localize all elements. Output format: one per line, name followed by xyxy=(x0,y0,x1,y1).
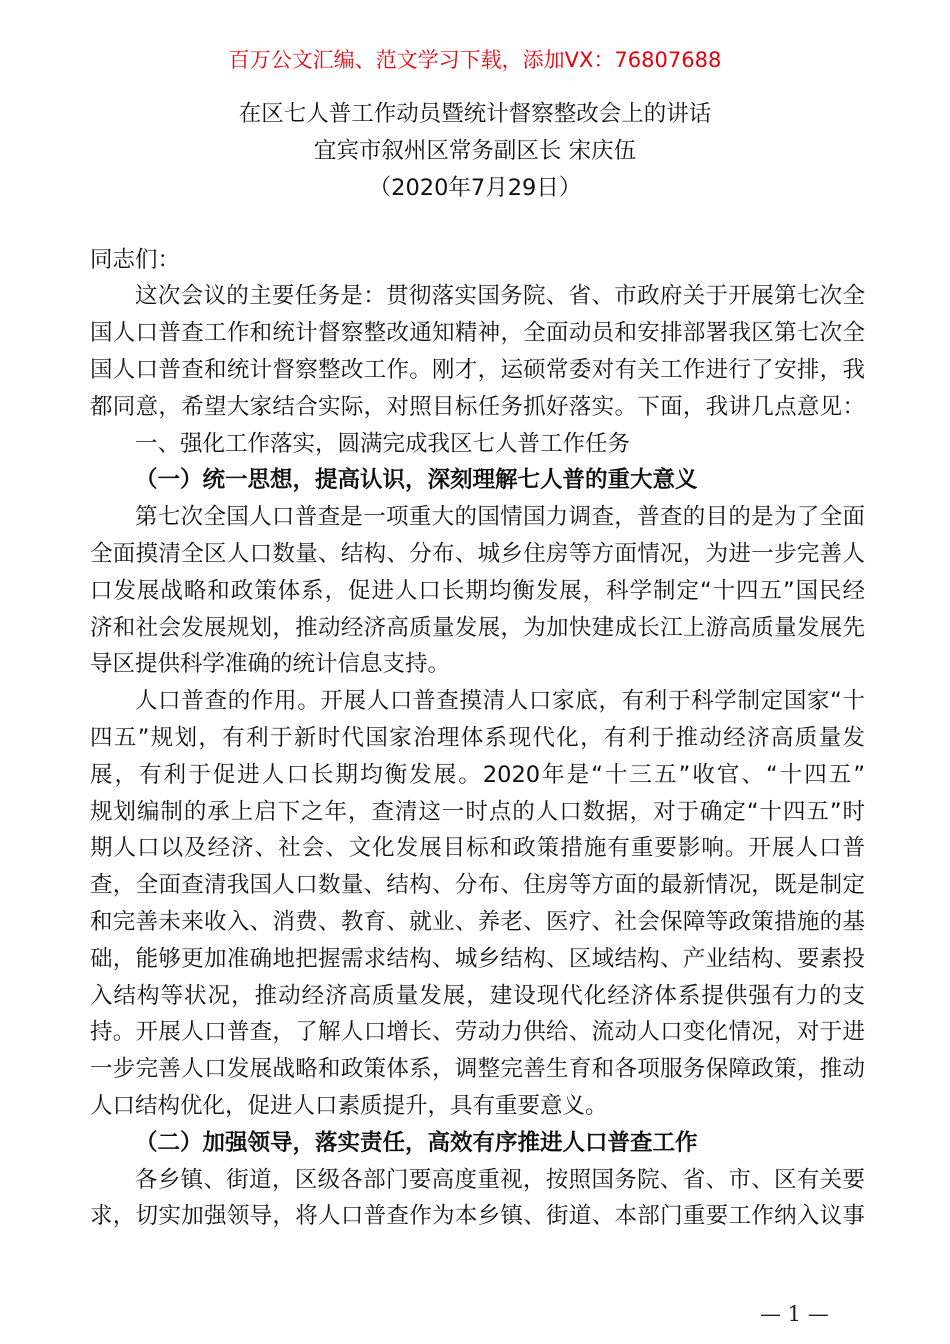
section-heading: 一、强化工作落实，圆满完成我区七人普工作任务 xyxy=(135,431,631,457)
body-line: 济和社会发展规划，推动经济高质量发展，为加快建成长江上游高质量发展先 xyxy=(90,615,865,641)
watermark-banner: 百万公文汇编、范文学习下载，添加VX：76807688 xyxy=(228,48,722,72)
body-line: 入结构等状况，推动经济高质量发展，建设现代化经济体系提供强有力的支 xyxy=(90,983,865,1009)
subsection-heading: （一）统一思想，提高认识，深刻理解七人普的重大意义 xyxy=(135,467,698,493)
body-line: 求，切实加强领导，将人口普查作为本乡镇、街道、本部门重要工作纳入议事 xyxy=(90,1203,865,1229)
body-line: 人口结构优化，促进人口素质提升，具有重要意义。 xyxy=(90,1093,608,1119)
body-line: 国人口普查和统计督察整改工作。刚才，运硕常委对有关工作进行了安排，我 xyxy=(90,357,865,383)
body-line: 这次会议的主要任务是：贯彻落实国务院、省、市政府关于开展第七次全 xyxy=(135,283,865,309)
body-line: 各乡镇、街道，区级各部门要高度重视，按照国务院、省、市、区有关要 xyxy=(135,1167,865,1193)
speaker-line: 宜宾市叙州区常务副区长 宋庆伍 xyxy=(313,138,637,164)
body-line: 期人口以及经济、社会、文化发展目标和政策措施有重要影响。开展人口普 xyxy=(90,835,865,861)
body-line: 展，有利于促进人口长期均衡发展。2020年是“十三五”收官、“十四五” xyxy=(90,762,865,788)
date-line: （2020年7月29日） xyxy=(368,175,582,201)
body-line: 础，能够更加准确地把握需求结构、城乡结构、区域结构、产业结构、要素投 xyxy=(90,946,865,972)
body-line: 口发展战略和政策体系，促进人口长期均衡发展，科学制定“十四五”国民经 xyxy=(90,578,865,604)
body-line: 第七次全国人口普查是一项重大的国情国力调查，普查的目的是为了全面 xyxy=(135,504,865,530)
body-line: 和完善未来收入、消费、教育、就业、养老、医疗、社会保障等政策措施的基 xyxy=(90,909,865,935)
body-line: 都同意，希望大家结合实际，对照目标任务抓好落实。下面，我讲几点意见： xyxy=(90,394,865,420)
body-line: 一步完善人口发展战略和政策体系，调整完善生育和各项服务保障政策，推动 xyxy=(90,1056,865,1082)
body-line: 查，全面查清我国人口数量、结构、分布、住房等方面的最新情况，既是制定 xyxy=(90,872,865,898)
body-line: 全面摸清全区人口数量、结构、分布、城乡住房等方面情况，为进一步完善人 xyxy=(90,541,865,567)
body-line: 持。开展人口普查，了解人口增长、劳动力供给、流动人口变化情况，对于进 xyxy=(90,1019,865,1045)
body-line: 导区提供科学准确的统计信息支持。 xyxy=(90,651,451,677)
document-title: 在区七人普工作动员暨统计督察整改会上的讲话 xyxy=(238,101,712,127)
body-line: 人口普查的作用。开展人口普查摸清人口家底，有利于科学制定国家“十 xyxy=(135,688,865,714)
body-line: 规划编制的承上启下之年，查清这一时点的人口数据，对于确定“十四五”时 xyxy=(90,799,865,825)
body-line: 国人口普查工作和统计督察整改通知精神，全面动员和安排部署我区第七次全 xyxy=(90,320,865,346)
body-line: 四五”规划，有利于新时代国家治理体系现代化，有利于推动经济高质量发 xyxy=(90,725,865,751)
page-number: — 1 — xyxy=(760,1302,829,1326)
subsection-heading: （二）加强领导，落实责任，高效有序推进人口普查工作 xyxy=(135,1130,698,1156)
salutation: 同志们： xyxy=(90,247,181,273)
